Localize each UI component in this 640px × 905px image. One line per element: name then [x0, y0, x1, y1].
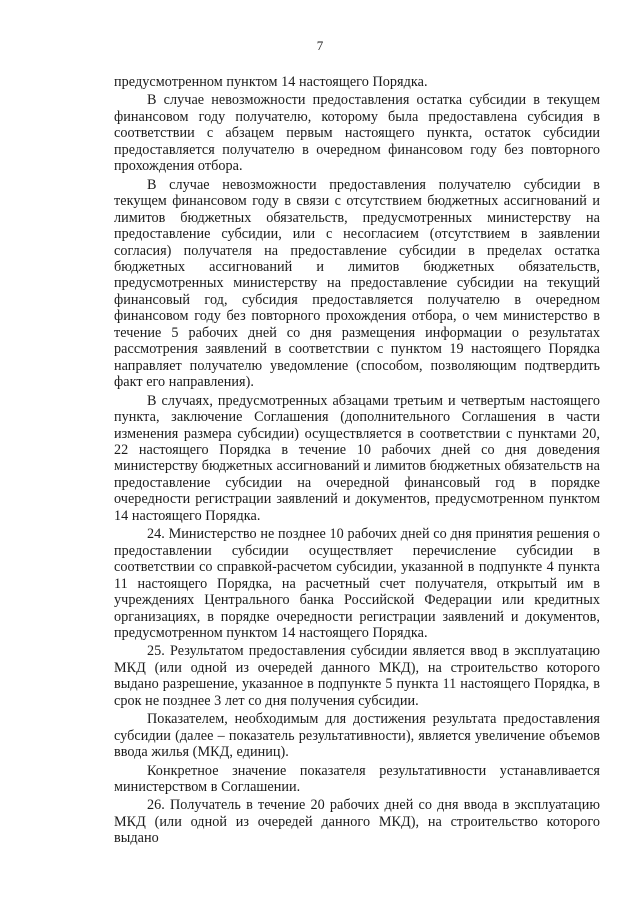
document-body: [114, 74, 600, 847]
paragraph-clause-25: 25. Результатом предоставления субсидии является ввод в эксплуатацию МКД (или одной из очередей данного МКД), на строительство которого выдано разрешение, указанное в подпункте 5 пункта 11 настоящего Порядка, в срок не позднее 3 лет со дня получения субсидии.: [114, 643, 600, 709]
paragraph-agreement-conclusion: В случаях, предусмотренных абзацами третьим и четвертым настоящего пункта, заключение Соглашения (дополнительного Соглашения в части изменения размера субсидии) осуществляется в соответствии с пунктами 20, 22 настоящего Порядка в течение 10 рабочих дней со дня доведения министерству бюджетных ассигнований и лимитов бюджетных обязательств на предоставление субсидии на очередной финансовый год в порядке очередности регистрации заявлений и документов, предусмотренном пунктом 14 настоящего Порядка.: [114, 392, 600, 524]
paragraph-performance-indicator: Показателем, необходимым для достижения результата предоставления субсидии (далее – показатель результативности), является увеличение объемов ввода жилья (МКД, единиц).: [114, 711, 600, 761]
paragraph-continuation: предусмотренном пунктом 14 настоящего Порядка.: [114, 74, 428, 90]
paragraph-remainder-next-year: В случае невозможности предоставления остатка субсидии в текущем финансовом году получателю, которому была предоставлена субсидия в соответствии с абзацем первым настоящего пункта, остаток субсидии предоставляется получателю в очередном финансовом году без повторного прохождения отбора.: [114, 92, 600, 175]
paragraph-no-budget-allocations: В случае невозможности предоставления получателю субсидии в текущем финансовом году в связи с отсутствием бюджетных ассигнований и лимитов бюджетных обязательств, предусмотренных министерству на предоставление субсидии, или с несогласием (отсутствием в заявлении согласия) получателя на предоставление субсидии в пределах остатка бюджетных ассигнований и лимитов бюджетных обязательств, предусмотренных министерству на предоставление субсидии на текущий финансовый год, субсидия предоставляется получателю в очередном финансовом году без повторного прохождения отбора, о чем министерство в течение 5 рабочих дней со дня размещения информации о результатах рассмотрения заявлений в соответствии с пунктом 19 настоящего Порядка направляет получателю уведомление (способом, позволяющим подтвердить факт его направления).: [114, 176, 600, 391]
page-number: 7: [316, 38, 324, 53]
paragraph-indicator-value: Конкретное значение показателя результативности устанавливается министерством в Соглашении.: [114, 762, 600, 796]
paragraph-clause-26: 26. Получатель в течение 20 рабочих дней со дня ввода в эксплуатацию МКД (или одной из очередей данного МКД), на строительство которого выдано: [114, 797, 600, 847]
paragraph-clause-24: 24. Министерство не позднее 10 рабочих дней со дня принятия решения о предоставлении субсидии осуществляет перечисление субсидии в соответствии со справкой-расчетом субсидии, указанной в подпункте 4 пункта 11 настоящего Порядка, на расчетный счет получателя, открытый им в учреждениях Центрального банка Российской Федерации или кредитных организациях, в порядке очередности регистрации заявлений и документов, предусмотренном пунктом 14 настоящего Порядка.: [114, 526, 600, 641]
